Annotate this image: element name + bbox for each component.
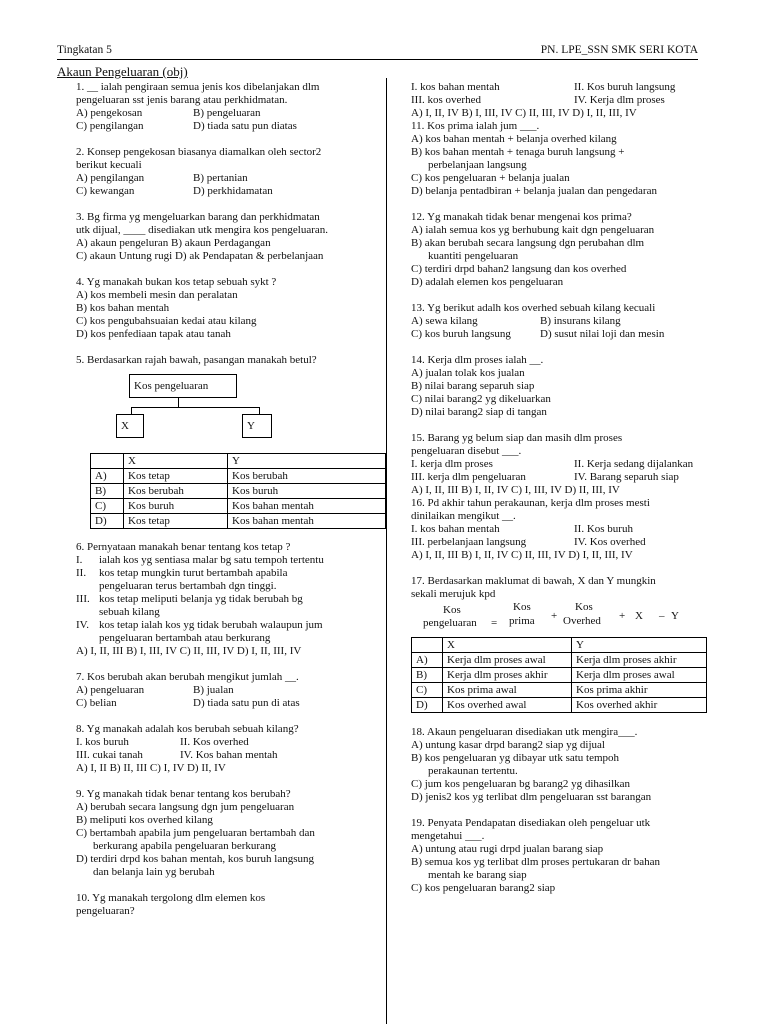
cost-diagram bbox=[76, 367, 382, 453]
question-11: 11. Kos prima ialah jum ___. A) kos bahan mentah + belanja overhed kilang B) kos bahan mentah + tenaga buruh langsung + perbelanjaan langsung C) kos pengeluaran + belanja jualan D) belanja pentadbiran + belanja jualan dan pengedaran bbox=[411, 120, 715, 198]
question-3: 3. Bg firma yg mengeluarkan barang dan perkhidmatan utk dijual, ____ disediakan utk mengira kos pengeluaran. A) akaun pengeluran B) akaun Perdagangan C) akaun Untung rugi D) ak Pendapatan & perbelanjaan bbox=[76, 211, 382, 263]
option-c: C) kos pengeluaran barang2 siap bbox=[411, 882, 556, 894]
statement-i: I. kerja dlm proses bbox=[411, 458, 493, 470]
option-a: A) pengekosan bbox=[76, 107, 143, 119]
table-header-row: X Y bbox=[91, 454, 386, 469]
question-10: 10. Yg manakah tergolong dlm elemen kos pengeluaran? bbox=[76, 892, 266, 917]
answer-options: A) I, II B) II, III C) I, IV D) II, IV bbox=[76, 762, 226, 774]
question-2: 2. Konsep pengekosan biasanya diamalkan oleh sector2 berikut kecuali A) pengilangan B) pertanian C) kewangan D) perkhidamatan bbox=[76, 146, 322, 197]
option-d: D) kos penfediaan tapak atau tanah bbox=[76, 328, 231, 340]
option-c: C) kos pengeluaran + belanja jualan bbox=[411, 172, 570, 184]
option-a: A) kos membeli mesin dan peralatan bbox=[76, 289, 238, 301]
option-a: A) pengilangan bbox=[76, 172, 145, 184]
table-row: B) Kos berubah Kos buruh bbox=[91, 484, 386, 499]
option-d: D) terdiri drpd kos bahan mentah, kos buruh langsung bbox=[76, 853, 314, 865]
option-b: B) nilai barang separuh siap bbox=[411, 380, 535, 392]
option-c: C) bertambah apabila jum pengeluaran bertambah dan bbox=[76, 827, 315, 839]
diagram-connector bbox=[131, 407, 132, 414]
diagram-box-top: Kos pengeluaran bbox=[129, 374, 237, 398]
option-c: C) nilai barang2 yg dikeluarkan bbox=[411, 393, 551, 405]
option-b: B) kos pengeluaran yg dibayar utk satu tempoh bbox=[411, 752, 620, 764]
option-c: C) jum kos pengeluaran bg barang2 yg dihasilkan bbox=[411, 778, 631, 790]
option-c: C) terdiri drpd bahan2 langsung dan kos overhed bbox=[411, 263, 627, 275]
question-14: 14. Kerja dlm proses ialah __. A) jualan tolak kos jualan B) nilai barang separuh siap C) nilai barang2 yg dikeluarkan D) nilai barang2 siap di tangan bbox=[411, 354, 715, 419]
header-left: Tingkatan 5 bbox=[57, 44, 112, 56]
diagram-box-y: Y bbox=[242, 414, 272, 438]
option-b: B) meliputi kos overhed kilang bbox=[76, 814, 213, 826]
table-row: C) Kos prima awal Kos prima akhir bbox=[412, 683, 707, 698]
option-b: B) kos bahan mentah bbox=[76, 302, 170, 314]
statement-ii: II. Kos overhed bbox=[180, 736, 249, 748]
statement-iv: IV. Kos bahan mentah bbox=[180, 749, 278, 761]
statement-iii: III. perbelanjaan langsung bbox=[411, 536, 527, 548]
question-10-items bbox=[411, 81, 715, 120]
option-a: A) pengeluaran bbox=[76, 684, 145, 696]
option-b: B) insurans kilang bbox=[540, 315, 621, 327]
header-right: PN. LPE_SSN SMK SERI KOTA bbox=[540, 44, 698, 56]
question-1: 1. __ ialah pengiraan semua jenis kos dibelanjakan dlm pengeluaran sst jenis barang atau perkhidmatan. A) pengekosan B) pengeluaran C) pengilangan D) tiada satu pun diatas bbox=[76, 81, 320, 132]
option-c: C) belian bbox=[76, 697, 117, 709]
statement-ii: II. Kerja sedang dijalankan bbox=[574, 458, 694, 470]
table-row: C) Kos buruh Kos bahan mentah bbox=[91, 499, 386, 514]
question-16: 16. Pd akhir tahun perakaunan, kerja dlm proses mesti dinilaikan mengikut __. I. kos bahan mentah II. Kos buruh III. perbelanjaan langsung IV. Kos overhed A) I, II, III B) I, II, IV C) II, III, IV D) I, II, III, IV bbox=[411, 497, 715, 562]
answer-options: A) I, II, III B) I, II, IV C) I, III, IV D) II, III, IV bbox=[411, 484, 620, 496]
answer-table bbox=[411, 637, 707, 713]
option-d: D) tiada satu pun diatas bbox=[193, 120, 297, 132]
option-ab: A) akaun pengeluran B) akaun Perdagangan bbox=[76, 237, 271, 249]
table-header-row: X Y bbox=[412, 638, 707, 653]
option-a: A) berubah secara langsung dgn jum pengeluaran bbox=[76, 801, 295, 813]
option-a: A) untung kasar drpd barang2 siap yg dijual bbox=[411, 739, 605, 751]
option-d: D) tiada satu pun di atas bbox=[193, 697, 300, 709]
question-6: 6. Pernyataan manakah benar tentang kos tetap ? I. ialah kos yg sentiasa malar bg satu tempoh tertentu II. kos tetap mungkin turut bertambah apabila pengeluaran terus bertambah dgn tinggi. III. kos tetap meliputi belanja yg tidak berubah bg sebuah kilang IV. kos tetap ialah kos yg tidak berubah walaupun jum pengeluaran bertambah atau berkurang A) I, II, III B) I, III, IV C) II, III, IV D) I, II, III, IV bbox=[76, 541, 382, 658]
option-c: C) kewangan bbox=[76, 185, 135, 197]
option-cd: C) akaun Untung rugi D) ak Pendapatan & perbelanjaan bbox=[76, 250, 324, 262]
statement-ii: II. Kos buruh bbox=[574, 523, 633, 535]
option-b: B) jualan bbox=[193, 684, 234, 696]
option-c: C) kos buruh langsung bbox=[411, 328, 511, 340]
question-5: 5. Berdasarkan rajah bawah, pasangan manakah betul? Kos pengeluaran X Y X Y A) Kos tetap Kos berubah B) Kos berubah Kos buruh C) Kos buruh Kos bahan mentah D) Kos tetap Kos bahan mentah bbox=[76, 354, 382, 529]
option-c: C) kos pengubahsuaian kedai atau kilang bbox=[76, 315, 257, 327]
question-13: 13. Yg berikut adalh kos overhed sebuah kilang kecuali A) sewa kilang B) insurans kilang C) kos buruh langsung D) susut nilai loji dan mesin bbox=[411, 302, 665, 340]
statement-ii: II. Kos buruh langsung bbox=[574, 81, 676, 93]
left-column bbox=[76, 81, 382, 918]
question-4: 4. Yg manakah bukan kos tetap sebuah sykt ? A) kos membeli mesin dan peralatan B) kos bahan mentah C) kos pengubahsuaian kedai atau kilang D) kos penfediaan tapak atau tanah bbox=[76, 276, 382, 341]
cost-equation: Kos pengeluaran = Kos prima + Kos Overhed + X – Y bbox=[423, 601, 679, 629]
statement-iii: III. cukai tanah bbox=[76, 749, 143, 761]
option-d: D) perkhidamatan bbox=[193, 185, 273, 197]
table-row: A) Kerja dlm proses awal Kerja dlm proses akhir bbox=[412, 653, 707, 668]
right-column bbox=[411, 81, 715, 895]
diagram-connector bbox=[131, 407, 259, 408]
option-a: A) ialah semua kos yg berhubung kait dgn pengeluaran bbox=[411, 224, 655, 236]
option-b: B) kos bahan mentah + tenaga buruh langsung + bbox=[411, 146, 625, 158]
page-title: Akaun Pengeluaran (obj) bbox=[57, 64, 188, 79]
option-a: A) untung atau rugi drpd jualan barang siap bbox=[411, 843, 604, 855]
question-15: 15. Barang yg belum siap dan masih dlm proses pengeluaran disebut ___. I. kerja dlm proses II. Kerja sedang dijalankan III. kerja dlm pengeluaran IV. Barang separuh siap A) I, II, III B) I, II, IV C) I, III, IV D) II, III, IV bbox=[411, 432, 715, 497]
statement-ii: II. kos tetap mungkin turut bertambah apabila bbox=[76, 567, 288, 579]
diagram-box-x: X bbox=[116, 414, 144, 438]
option-b: B) akan berubah secara langsung dgn perubahan dlm bbox=[411, 237, 645, 249]
statement-i: I. ialah kos yg sentiasa malar bg satu tempoh tertentu bbox=[76, 554, 324, 566]
answer-options: A) I, II, IV B) I, III, IV C) II, III, IV D) I, II, III, IV bbox=[411, 107, 637, 119]
column-divider bbox=[386, 78, 387, 1024]
table-row: B) Kerja dlm proses akhir Kerja dlm proses awal bbox=[412, 668, 707, 683]
statement-iv: IV. Barang separuh siap bbox=[574, 471, 679, 483]
option-d: D) jenis2 kos yg terlibat dlm pengeluaran sst barangan bbox=[411, 791, 652, 803]
statement-i: I. kos bahan mentah bbox=[411, 523, 500, 535]
question-9: 9. Yg manakah tidak benar tentang kos berubah? A) berubah secara langsung dgn jum pengeluaran B) meliputi kos overhed kilang C) bertambah apabila jum pengeluaran bertambah dan berkurang apabila pengeluaran berkurang D) terdiri drpd kos bahan mentah, kos buruh langsung dan belanja lain yg berubah bbox=[76, 788, 382, 879]
answer-options: A) I, II, III B) I, II, IV C) II, III, IV D) I, II, III, IV bbox=[411, 549, 633, 561]
option-d: D) belanja pentadbiran + belanja jualan dan pengedaran bbox=[411, 185, 657, 197]
option-d: D) adalah elemen kos pengeluaran bbox=[411, 276, 564, 288]
question-17: 17. Berdasarkan maklumat di bawah, X dan Y mungkin sekali merujuk kpd Kos pengeluaran = Kos prima + Kos Overhed + X – Y X Y A) Kerja dlm proses awal Kerja dlm proses akhir B) Kerja dlm proses akhir Kerja dlm proses awal C) Kos prima awal Kos prima akhir D) Kos overhed awal Kos overhed akhir bbox=[411, 575, 715, 713]
header-rule bbox=[57, 59, 698, 60]
question-7: 7. Kos berubah akan berubah mengikut jumlah __. A) pengeluaran B) jualan C) belian D) tiada satu pun di atas bbox=[76, 671, 300, 709]
table-row: D) Kos tetap Kos bahan mentah bbox=[91, 514, 386, 529]
table-row: D) Kos overhed awal Kos overhed akhir bbox=[412, 698, 707, 713]
statement-iv: IV. Kos overhed bbox=[574, 536, 646, 548]
diagram-connector bbox=[259, 407, 260, 414]
option-b: B) pengeluaran bbox=[193, 107, 261, 119]
question-19: 19. Penyata Pendapatan disediakan oleh pengeluar utk mengetahui ___. A) untung atau rugi drpd jualan barang siap B) semua kos yg terlibat dlm proses pertukaran dr bahan mentah ke barang siap C) kos pengeluaran barang2 siap bbox=[411, 817, 715, 895]
answer-options: A) I, II, III B) I, III, IV C) II, III, IV D) I, II, III, IV bbox=[76, 645, 302, 657]
question-18: 18. Akaun pengeluaran disediakan utk mengira___. A) untung kasar drpd barang2 siap yg dijual B) kos pengeluaran yg dibayar utk satu tempoh perakaunan tertentu. C) jum kos pengeluaran bg barang2 yg dihasilkan D) jenis2 kos yg terlibat dlm pengeluaran sst barangan bbox=[411, 726, 715, 804]
option-c: C) pengilangan bbox=[76, 120, 144, 132]
diagram-connector bbox=[178, 397, 179, 407]
statement-iv: IV. kos tetap ialah kos yg tidak berubah walaupun jum bbox=[76, 619, 323, 631]
question-12: 12. Yg manakah tidak benar mengenai kos prima? A) ialah semua kos yg berhubung kait dgn pengeluaran B) akan berubah secara langsung dgn perubahan dlm kuantiti pengeluaran C) terdiri drpd bahan2 langsung dan kos overhed D) adalah elemen kos pengeluaran bbox=[411, 211, 715, 289]
statement-i: I. kos bahan mentah bbox=[411, 81, 500, 93]
question-8: 8. Yg manakah adalah kos berubah sebuah kilang? I. kos buruh II. Kos overhed III. cukai tanah IV. Kos bahan mentah A) I, II B) II, III C) I, IV D) II, IV bbox=[76, 723, 382, 775]
option-b: B) pertanian bbox=[193, 172, 248, 184]
table-row: A) Kos tetap Kos berubah bbox=[91, 469, 386, 484]
statement-iv: IV. Kerja dlm proses bbox=[574, 94, 665, 106]
option-d: D) nilai barang2 siap di tangan bbox=[411, 406, 547, 418]
statement-iii: III. kos overhed bbox=[411, 94, 481, 106]
answer-table bbox=[90, 453, 386, 529]
option-a: A) kos bahan mentah + belanja overhed kilang bbox=[411, 133, 617, 145]
statement-iii: III. kerja dlm pengeluaran bbox=[411, 471, 526, 483]
option-b: B) semua kos yg terlibat dlm proses pertukaran dr bahan bbox=[411, 856, 660, 868]
statement-i: I. kos buruh bbox=[76, 736, 129, 748]
statement-iii: III. kos tetap meliputi belanja yg tidak berubah bg bbox=[76, 593, 303, 605]
option-a: A) sewa kilang bbox=[411, 315, 478, 327]
option-d: D) susut nilai loji dan mesin bbox=[540, 328, 665, 340]
option-a: A) jualan tolak kos jualan bbox=[411, 367, 525, 379]
